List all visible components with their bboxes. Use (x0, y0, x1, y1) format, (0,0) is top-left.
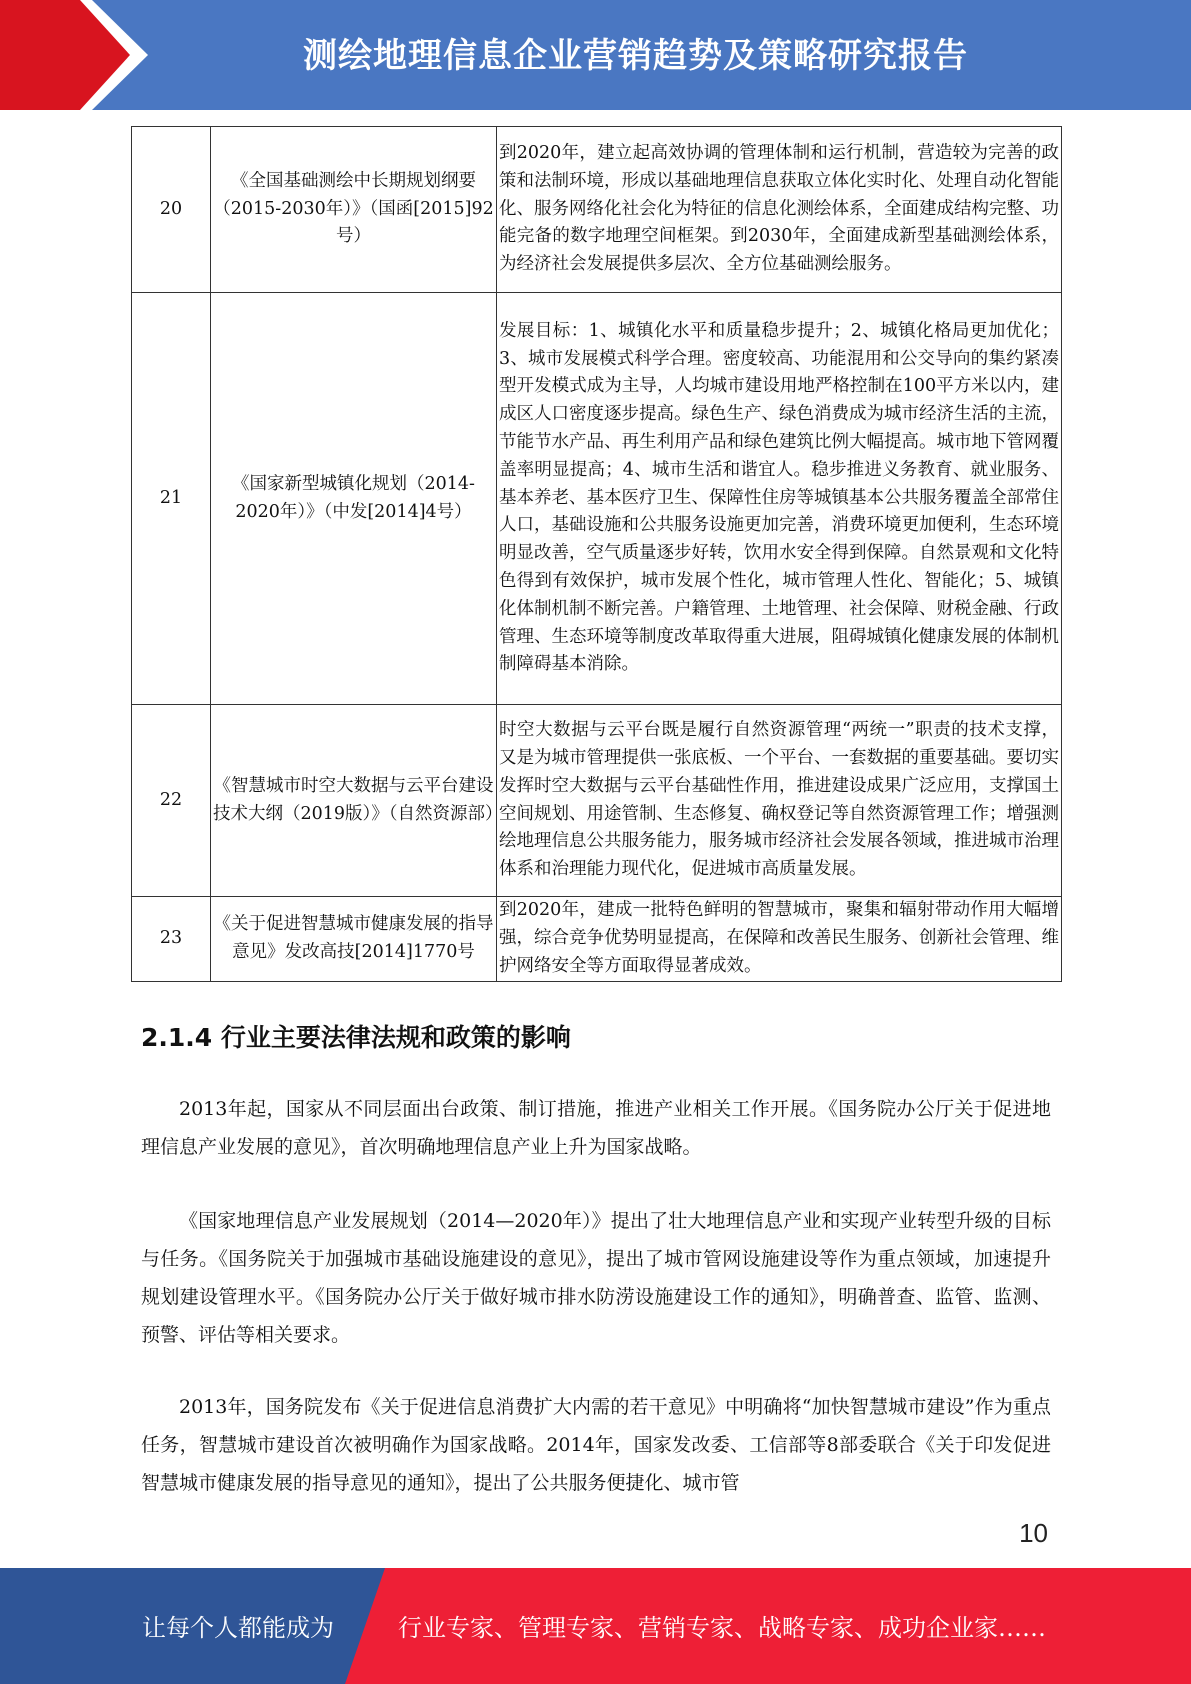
footer-slogan-right: 行业专家、管理专家、营销专家、战略专家、成功企业家…… (398, 1614, 1046, 1642)
row-number: 20 (132, 127, 211, 293)
table-row (132, 897, 1062, 982)
policy-description: 发展目标：1、城镇化水平和质量稳步提升；2、城镇化格局更加优化；3、城市发展模式科学合理。密度较高、功能混用和公交导向的集约紧凑型开发模式成为主导，人均城市建设用地严格控制在100平方米以内，建成区人口密度逐步提高。绿色生产、绿色消费成为城市经济生活的主流，节能节水产品、再生利用产品和绿色建筑比例大幅提高。城市地下管网覆盖率明显提高；4、城市生活和谐宜人。稳步推进义务教育、就业服务、基本养老、基本医疗卫生、保障性住房等城镇基本公共服务覆盖全部常住人口，基础设施和公共服务设施更加完善，消费环境更加便利，生态环境明显改善，空气质量逐步好转，饮用水安全得到保障。自然景观和文化特色得到有效保护，城市发展个性化，城市管理人性化、智能化；5、城镇化体制机制不断完善。户籍管理、土地管理、社会保障、财税金融、行政管理、生态环境等制度改革取得重大进展，阻碍城镇化健康发展的体制机制障碍基本消除。 (497, 293, 1062, 705)
policy-name: 《关于促进智慧城市健康发展的指导意见》发改高技[2014]1770号 (211, 897, 497, 982)
body-paragraph: 《国家地理信息产业发展规划（2014—2020年）》提出了壮大地理信息产业和实现产业转型升级的目标与任务。《国务院关于加强城市基础设施建设的意见》，提出了城市管网设施建设等作为重点领域，加速提升规划建设管理水平。《国务院办公厅关于做好城市排水防涝设施建设工作的通知》，明确普查、监管、监测、预警、评估等相关要求。 (141, 1210, 1051, 1346)
policy-name: 《智慧城市时空大数据与云平台建设技术大纲（2019版）》（自然资源部） (211, 705, 497, 897)
page-number: 10 (1019, 1518, 1048, 1548)
table-row (132, 293, 1062, 705)
policy-name: 《国家新型城镇化规划（2014-2020年）》（中发[2014]4号） (211, 293, 497, 705)
row-number: 21 (132, 293, 211, 705)
page-header (0, 0, 1191, 110)
section-heading: 2.1.4 行业主要法律法规和政策的影响 (141, 1023, 571, 1052)
report-title: 测绘地理信息企业营销趋势及策略研究报告 (303, 36, 968, 76)
table-row (132, 705, 1062, 897)
policy-description: 时空大数据与云平台既是履行自然资源管理“两统一”职责的技术支撑，又是为城市管理提供一张底板、一个平台、一套数据的重要基础。要切实发挥时空大数据与云平台基础性作用，推进建设成果广泛应用，支撑国土空间规划、用途管制、生态修复、确权登记等自然资源管理工作；增强测绘地理信息公共服务能力，服务城市经济社会发展各领域，推进城市治理体系和治理能力现代化，促进城市高质量发展。 (497, 705, 1062, 897)
body-paragraph: 2013年起，国家从不同层面出台政策、制订措施，推进产业相关工作开展。《国务院办公厅关于促进地理信息产业发展的意见》，首次明确地理信息产业上升为国家战略。 (141, 1098, 1051, 1158)
page-footer (0, 1568, 1191, 1684)
row-number: 22 (132, 705, 211, 897)
policy-description: 到2020年，建成一批特色鲜明的智慧城市，聚集和辐射带动作用大幅增强，综合竞争优势明显提高，在保障和改善民生服务、创新社会管理、维护网络安全等方面取得显著成效。 (497, 897, 1062, 982)
table-row (132, 127, 1062, 293)
policy-name: 《全国基础测绘中长期规划纲要（2015-2030年）》（国函[2015]92号） (211, 127, 497, 293)
body-paragraph: 2013年，国务院发布《关于促进信息消费扩大内需的若干意见》中明确将“加快智慧城市建设”作为重点任务，智慧城市建设首次被明确作为国家战略。2014年，国家发改委、工信部等8部委联合《关于印发促进智慧城市健康发展的指导意见的通知》，提出了公共服务便捷化、城市管 (141, 1396, 1051, 1494)
footer-slogan-left: 让每个人都能成为 (142, 1614, 334, 1642)
policy-table (131, 126, 1062, 982)
policy-description: 到2020年，建立起高效协调的管理体制和运行机制，营造较为完善的政策和法制环境，形成以基础地理信息获取立体化实时化、处理自动化智能化、服务网络化社会化为特征的信息化测绘体系，全面建成结构完整、功能完备的数字地理空间框架。到2030年，全面建成新型基础测绘体系，为经济社会发展提供多层次、全方位基础测绘服务。 (497, 127, 1062, 293)
row-number: 23 (132, 897, 211, 982)
